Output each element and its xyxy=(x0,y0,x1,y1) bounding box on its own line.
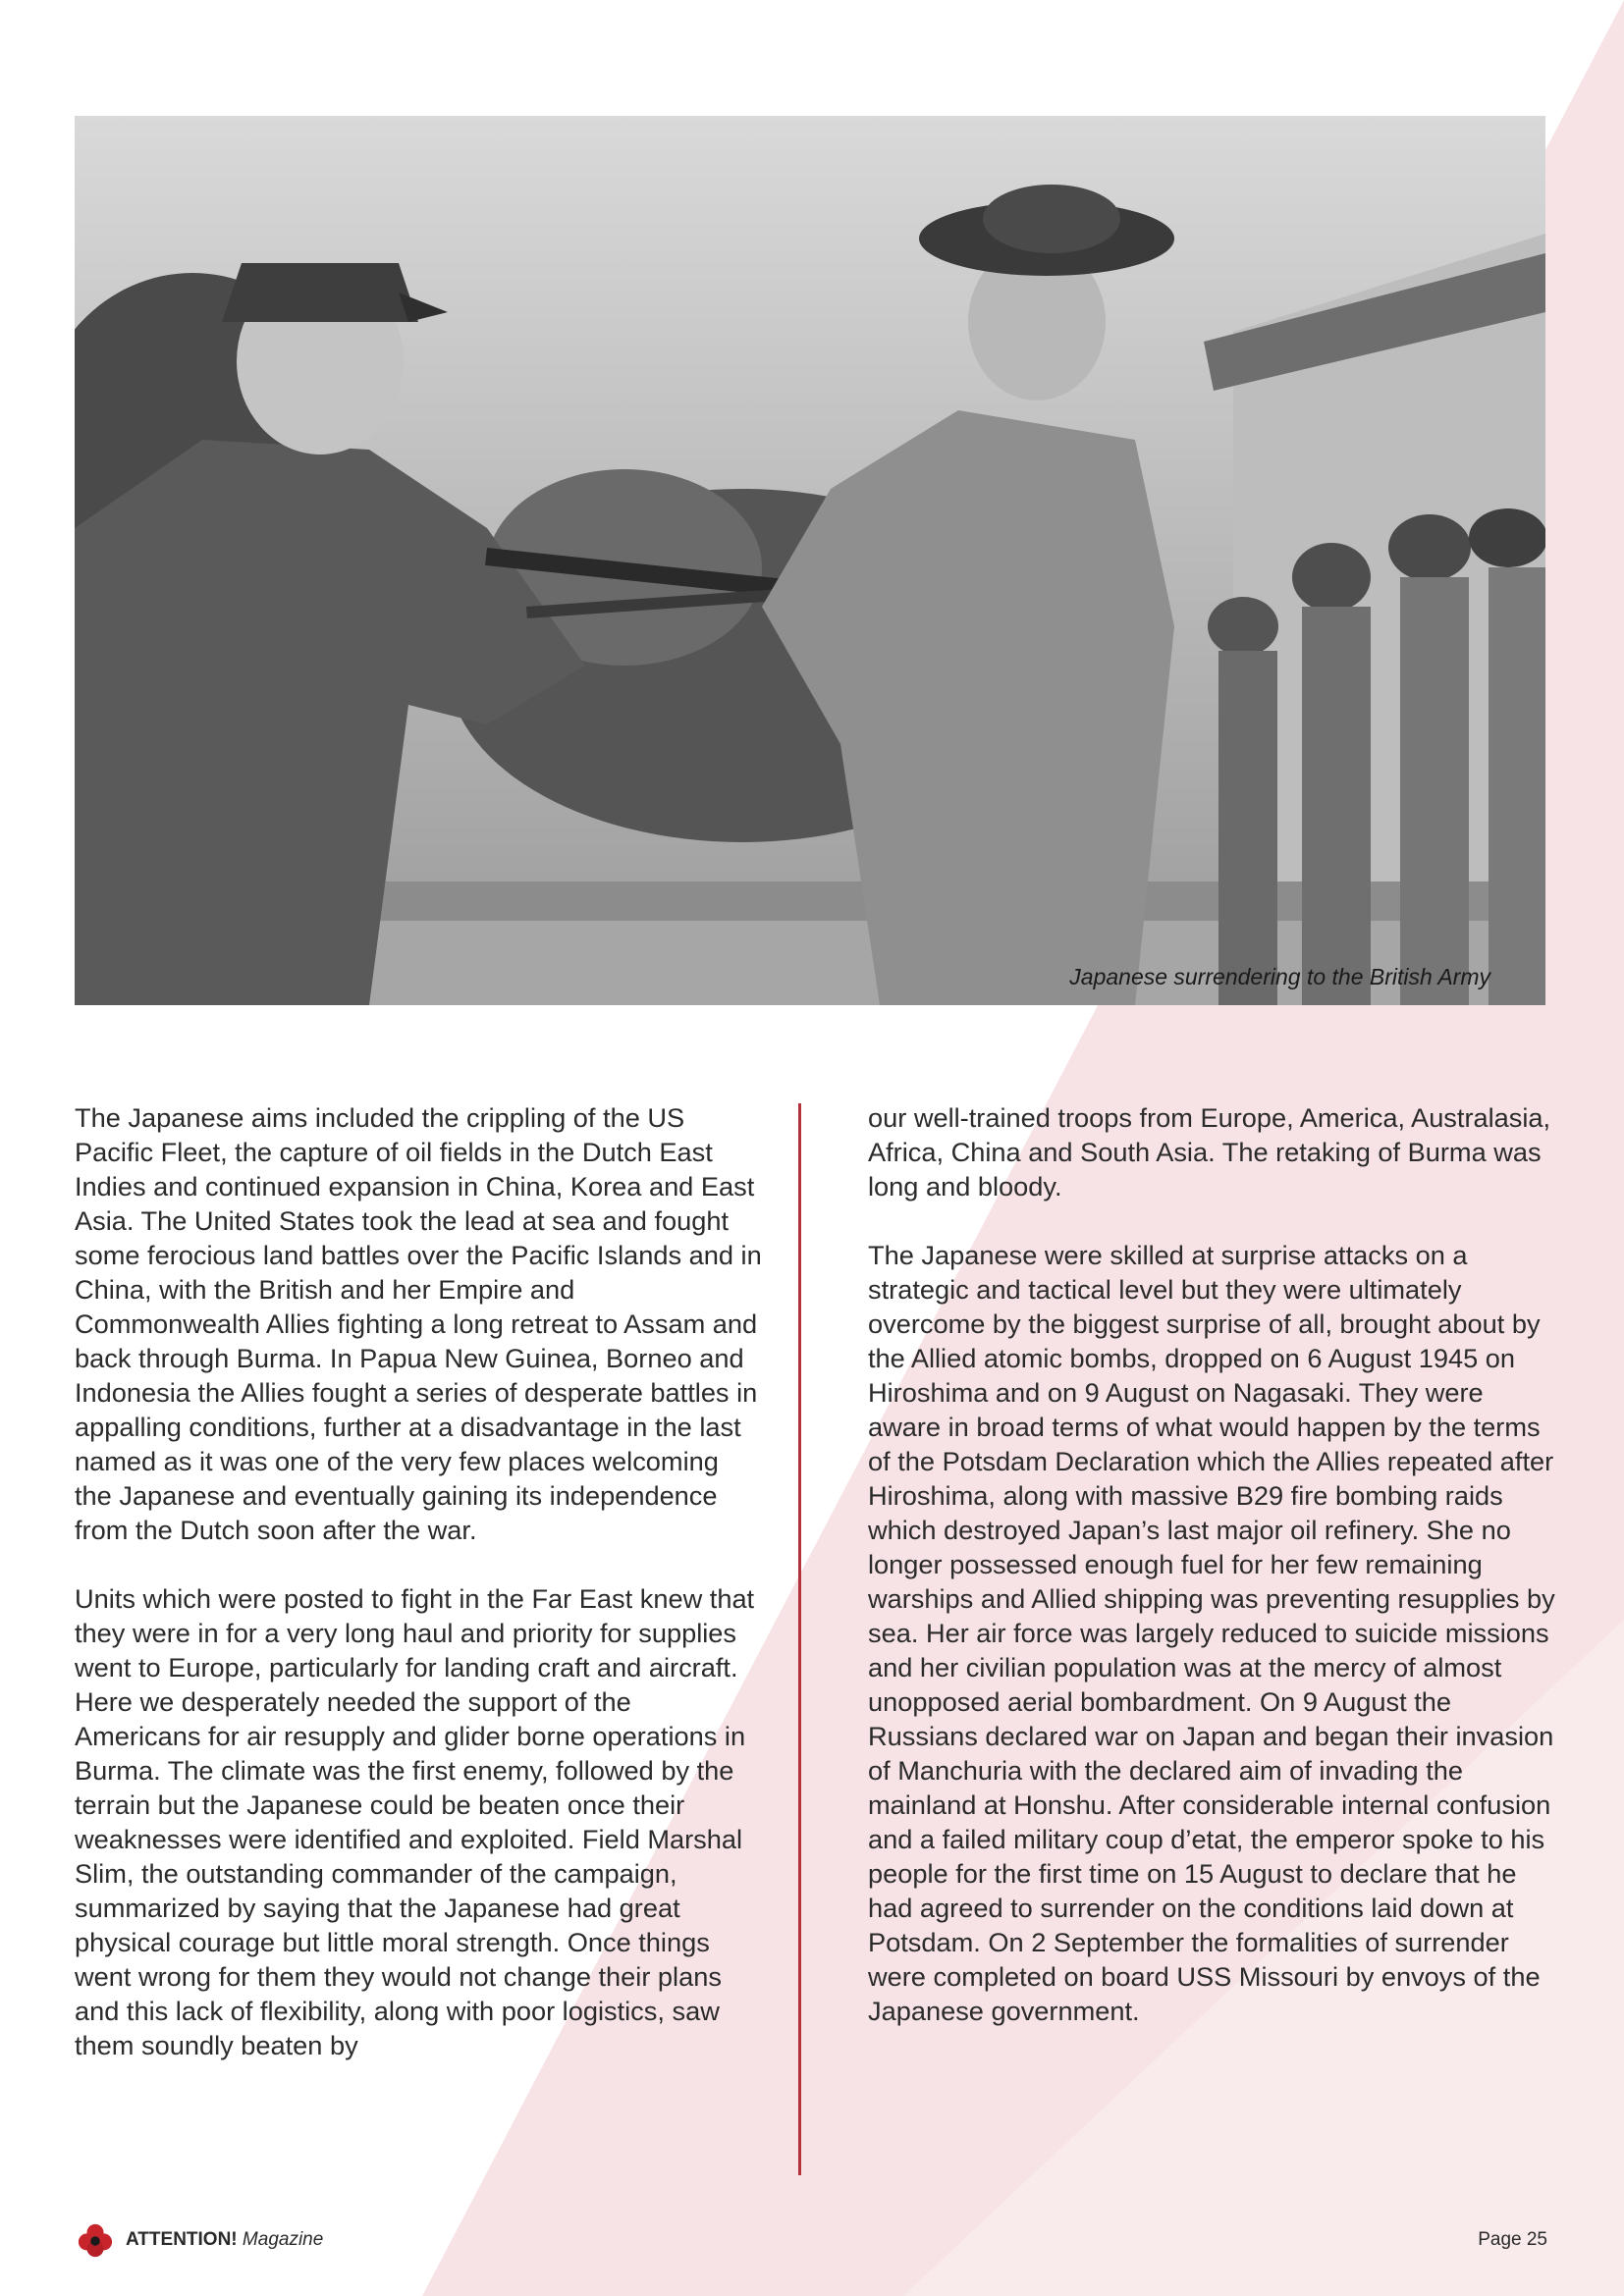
paragraph: our well-trained troops from Europe, America, Australasia, Africa, China and South Asia. The retaking of Burma was long and bloody. xyxy=(868,1102,1551,1201)
brand-suffix: Magazine xyxy=(242,2229,324,2250)
article-left-column xyxy=(75,1100,762,2062)
paragraph: The Japanese aims included the crippling of the US Pacific Fleet, the capture of oil fields in the Dutch East Indies and continued expansion in China, Korea and East Asia. The United States took the lead at sea and fought some ferocious land battles over the Pacific Islands and in China, with the British and her Empire and Commonwealth Allies fighting a long retreat to Assam and back through Burma. In Papua New Guinea, Borneo and Indonesia the Allies fought a series of desperate battles in appalling conditions, further at a disadvantage in the last named as it was one of the very few places welcoming the Japanese and eventually gaining its independence from the Dutch soon after the war. xyxy=(75,1102,762,1545)
footer-brand xyxy=(77,2222,323,2258)
brand-name: ATTENTION! xyxy=(126,2229,238,2250)
poppy-icon xyxy=(77,2221,114,2259)
photo-caption: Japanese surrendering to the British Army xyxy=(1069,964,1490,989)
paragraph: The Japanese were skilled at surprise attacks on a strategic and tactical level but they were ultimately overcome by the biggest surprise of all, brought about by the Allied atomic bombs, dropped on 6 August 1945 on Hiroshima and on 9 August on Nagasaki. They were aware in broad terms of what would happen by the terms of the Potsdam Declaration which the Allies repeated after Hiroshima, along with massive B29 fire bombing raids which destroyed Japan’s last major oil refinery. She no longer possessed enough fuel for her few remaining warships and Allied shipping was preventing resupplies by sea. Her air force was largely reduced to suicide missions and her civilian population was at the mercy of almost unopposed aerial bombardment. On 9 August the Russians declared war on Japan and began their invasion of Manchuria with the declared aim of invading the mainland at Honshu. After considerable internal confusion and a failed military coup d’etat, the emperor spoke to his people for the first time on 15 August to declare that he had agreed to surrender on the conditions laid down at Potsdam. On 2 September the formalities of surrender were completed on board USS Missouri by envoys of the Japanese government. xyxy=(868,1240,1555,2026)
article-right-column xyxy=(868,1100,1555,2028)
page-number: Page 25 xyxy=(1478,2229,1547,2250)
paragraph: Units which were posted to fight in the Far East knew that they were in for a very long haul and priority for supplies went to Europe, particularly for landing craft and aircraft. Here we desperately needed the support of the Americans for air resupply and glider borne operations in Burma. The climate was the first enemy, followed by the terrain but the Japanese could be beaten once their weaknesses were identified and exploited. Field Marshal Slim, the outstanding commander of the campaign, summarized by saying that the Japanese had great physical courage but little moral strength. Once things went wrong for them they would not change their plans and this lack of flexibility, along with poor logistics, saw them soundly beaten by xyxy=(75,1583,755,2060)
column-divider xyxy=(798,1103,801,2175)
surrender-photo xyxy=(75,116,1545,1005)
magazine-name xyxy=(126,2229,323,2251)
